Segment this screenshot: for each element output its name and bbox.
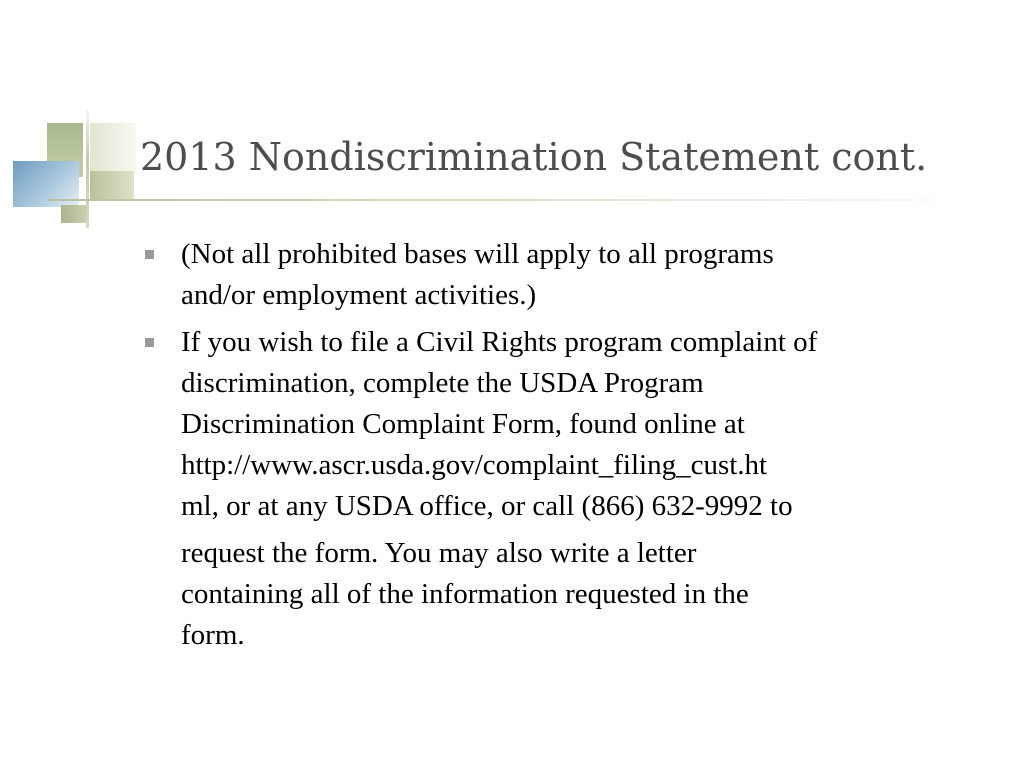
decor-square-olive-small (61, 205, 87, 223)
square-bullet-icon (145, 250, 154, 259)
title-underline (48, 199, 978, 201)
bullet-line: request the form. You may also write a letter (181, 537, 697, 569)
decor-vertical-line (86, 110, 89, 228)
bullet-item (140, 234, 1000, 316)
bullet-text (181, 234, 1000, 316)
bullet-line: form. (181, 619, 245, 651)
bullet-line: and/or employment activities.) (181, 279, 537, 311)
bullet-item (140, 322, 1000, 656)
decor-square-olive (90, 171, 134, 199)
decorative-squares (0, 0, 140, 240)
bullet-line: http://www.ascr.usda.gov/complaint_filing_cust.ht (181, 449, 768, 481)
bullet-text (181, 322, 1000, 656)
square-bullet-icon (145, 338, 154, 347)
bullet-tail (181, 533, 1000, 656)
bullet-line: If you wish to file a Civil Rights program complaint of (181, 326, 818, 358)
bullet-list (140, 234, 1000, 662)
bullet-line: ml, or at any USDA office, or call (866) 632-9992 to (181, 490, 793, 522)
bullet-line: Discrimination Complaint Form, found online at (181, 408, 745, 440)
bullet-line: (Not all prohibited bases will apply to all programs (181, 238, 774, 270)
decor-square-light-green (90, 123, 136, 173)
slide-title: 2013 Nondiscrimination Statement cont. (140, 135, 928, 179)
bullet-line: discrimination, complete the USDA Program (181, 367, 704, 399)
bullet-line: containing all of the information requested in the (181, 578, 749, 610)
